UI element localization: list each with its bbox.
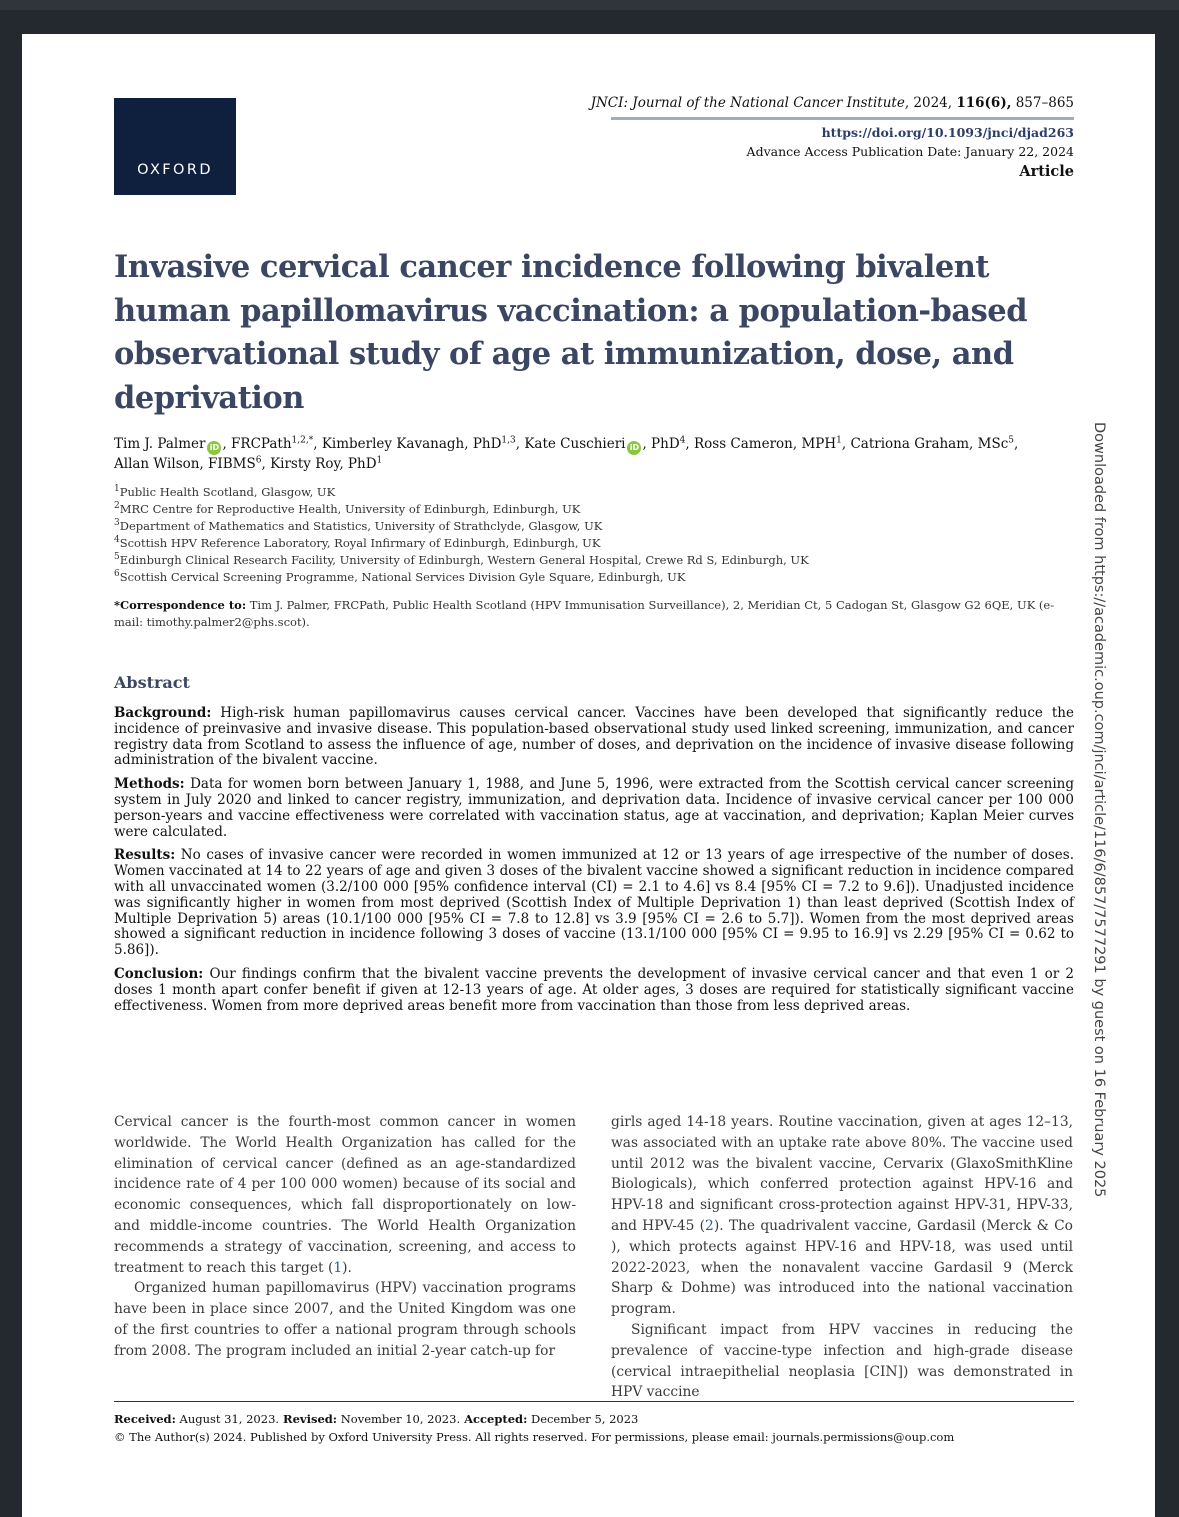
author-affiliation-marker: 1	[376, 455, 383, 466]
author-affiliation-marker: 5	[1008, 435, 1014, 446]
abstract-section-text: Our findings confirm that the bivalent vaccine prevents the development of invasive cervical cancer and that even 1 or 2 doses 1 month apart confer benefit if given at 12-13 years of age. At older ages, 3 doses are required for statistically significant vaccine effectiveness. Women from more deprived areas benefit more from vaccination than those from less deprived areas.	[114, 965, 1074, 1014]
abstract-section-label: Results:	[114, 847, 176, 864]
author-affiliation-marker: 1	[836, 435, 842, 446]
affiliation-text: MRC Centre for Reproductive Health, University of Edinburgh, Edinburgh, UK	[119, 502, 581, 516]
author-credential: , FRCPath	[222, 436, 292, 452]
abstract-section-label: Conclusion:	[114, 965, 204, 982]
pdf-page	[22, 34, 1155, 1517]
affiliation-number: 3	[114, 518, 120, 529]
author-credential: , MSc	[969, 436, 1009, 452]
correspondence-label: *Correspondence to:	[114, 598, 247, 612]
oxford-logo-text: OXFORD	[137, 162, 213, 178]
reference-link[interactable]: 1	[333, 1259, 343, 1276]
author-affiliation-marker: 1,3	[501, 435, 516, 446]
abstract-section-text: Data for women born between January 1, 1988, and June 5, 1996, were extracted from the Scottish cervical cancer screening system in July 2020 and linked to cancer registry, immunization, and deprivation data. Incidence of invasive cervical cancer per 100 000 person-years and vaccine effectiveness were correlated with vaccination status, age at vaccination, and deprivation; Kaplan Meier curves were calculated.	[114, 776, 1074, 840]
abstract-section-text: High-risk human papillomavirus causes cervical cancer. Vaccines have been developed that significantly reduce the incidence of preinvasive and invasive disease. This population-based observational study used linked screening, immunization, and cancer registry data from Scotland to assess the influence of age, number of doses, and deprivation on the incidence of invasive disease following administration of the bivalent vaccine.	[114, 705, 1074, 769]
body-text: girls aged 14-18 years. Routine vaccination, given at ages 12–13, was associated with an uptake rate above 80%. The vaccine used until 2012 was the bivalent vaccine, Cervarix (GlaxoSmithKline Biologicals), which conferred protection against HPV-16 and HPV-18 and significant cross-protection against HPV-31, HPV-33, and HPV-45 (	[611, 1114, 1073, 1234]
author-name: Kimberley Kavanagh	[321, 436, 465, 452]
abstract-section	[114, 967, 1074, 1014]
abstract-section-label: Background:	[114, 705, 212, 721]
affiliation-number: 6	[114, 569, 120, 580]
author-separator: ,	[261, 456, 271, 472]
journal-citation	[591, 95, 1074, 111]
journal-name: JNCI: Journal of the National Cancer Institute	[590, 95, 905, 111]
body-paragraph	[114, 1112, 576, 1278]
header-rule	[611, 117, 1074, 120]
orcid-icon[interactable]: iD	[627, 441, 641, 455]
doi-link[interactable]: https://doi.org/10.1093/jnci/djad263	[821, 125, 1074, 140]
body-column-left	[114, 1112, 576, 1362]
download-watermark-text: Downloaded from https://academic.oup.com/jnci/article/116/6/857/7577291 by guest on 16 February 2025	[1091, 422, 1107, 1198]
affiliations	[114, 484, 1074, 586]
body-column-right	[611, 1112, 1073, 1403]
journal-volume: 116(6),	[956, 95, 1012, 111]
abstract-section-label: Methods:	[114, 776, 185, 793]
author-separator: ,	[1014, 436, 1019, 452]
author-credential: , PhD	[339, 456, 377, 472]
affiliation-text: Scottish Cervical Screening Programme, National Services Division Gyle Square, Edinburgh, UK	[119, 570, 686, 584]
author-credential: , PhD	[464, 436, 502, 452]
abstract-heading: Abstract	[114, 673, 190, 692]
affiliation	[114, 501, 1074, 518]
author-separator: ,	[841, 436, 851, 452]
author-name: Kirsty Roy	[270, 456, 340, 472]
author-name: Ross Cameron	[693, 436, 793, 452]
author-affiliation-marker: 6	[255, 455, 262, 466]
body-text: Significant impact from HPV vaccines in reducing the prevalence of vaccine-type infection and high-grade disease (cervical intraepithelial neoplasia [CIN]) was demonstrated in HPV vaccine	[611, 1321, 1073, 1401]
affiliation-text: Public Health Scotland, Glasgow, UK	[119, 485, 336, 499]
author-name: Catriona Graham	[850, 436, 970, 452]
author-separator: ,	[313, 436, 322, 452]
abstract-section	[114, 777, 1074, 840]
affiliation	[114, 484, 1074, 501]
article-title: Invasive cervical cancer incidence following bivalent human papillomavirus vaccination: a population-based observational study of age at immunization, dose, and deprivation	[114, 249, 1028, 416]
footer-rule	[114, 1401, 1074, 1402]
abstract-section	[114, 706, 1074, 769]
reference-link[interactable]: 2	[705, 1217, 714, 1234]
author-credential: , MPH	[792, 436, 837, 452]
history-dates: Received: August 31, 2023. Revised: November 10, 2023. Accepted: December 5, 2023	[114, 1412, 639, 1426]
author-name: Kate Cuschieri	[524, 436, 626, 452]
viewer-top-bar	[0, 0, 1179, 10]
journal-pages: 857–865	[1011, 95, 1074, 111]
author-name: Tim J. Palmer	[114, 436, 206, 452]
journal-year: , 2024,	[904, 95, 957, 111]
body-text: ).	[342, 1259, 352, 1276]
download-watermark	[1087, 422, 1109, 1198]
article-footer	[114, 1410, 1074, 1446]
affiliation-number: 4	[114, 535, 120, 546]
affiliation	[114, 569, 1074, 586]
correspondence	[114, 597, 1074, 631]
abstract-body	[114, 706, 1074, 1022]
author-credential: , PhD	[642, 436, 680, 452]
body-paragraph	[114, 1278, 576, 1361]
body-text: ). The quadrivalent vaccine, Gardasil (Merck & Co ), which protects against HPV-16 and HPV-18, was used until 2022-2023, when the nonavalent vaccine Gardasil 9 (Merck Sharp & Dohme) was introduced into the national vaccination program.	[611, 1217, 1073, 1318]
author-affiliation-marker: 4	[679, 435, 686, 446]
author-list	[114, 435, 1074, 474]
abstract-section-text: No cases of invasive cancer were recorded in women immunized at 12 or 13 years of age irrespective of the number of doses. Women vaccinated at 14 to 22 years of age and given 3 doses of the bivalent vaccine showed a significant reduction in incidence compared with all unvaccinated women (3.2/100 000 [95% confidence interval (CI) = 2.1 to 4.6] vs 8.4 [95% CI = 7.2 to 9.6]). Unadjusted incidence was significantly higher in women from most deprived (Scottish Index of Multiple Deprivation 1) than least deprived (Scottish Index of Multiple Deprivation 5) areas (10.1/100 000 [95% CI = 7.8 to 12.8] vs 3.9 [95% CI = 2.6 to 5.7]). Women from the most deprived areas showed a significant reduction in incidence following 3 doses of vaccine (13.1/100 000 [95% CI = 9.95 to 16.9] vs 2.29 [95% CI = 0.62 to 5.86]).	[114, 847, 1074, 959]
body-text: Organized human papillomavirus (HPV) vaccination programs have been in place since 2007, and the United Kingdom was one of the first countries to offer a national program through schools from 2008. The program included an initial 2-year catch-up for	[114, 1280, 576, 1359]
orcid-icon[interactable]: iD	[207, 441, 221, 455]
affiliation	[114, 518, 1074, 535]
author-separator: ,	[515, 436, 525, 452]
author-name: Allan Wilson	[114, 456, 200, 472]
article-type: Article	[1019, 163, 1074, 180]
body-text: Cervical cancer is the fourth-most common cancer in women worldwide. The World Health Organization has called for the elimination of cervical cancer (defined as an age-standardized incidence rate of 4 per 100 000 women) because of its social and economic consequences, which fall disproportionately on low- and middle-income countries. The World Health Organization recommends a strategy of vaccination, screening, and access to treatment to reach this target (	[114, 1114, 576, 1276]
author-credential: , FIBMS	[199, 456, 256, 472]
author-affiliation-marker: 1,2,*	[291, 435, 314, 446]
copyright-notice: © The Author(s) 2024. Published by Oxford University Press. All rights reserved. For permissions, please email: journals.permissions@oup.com	[114, 1430, 955, 1444]
author-separator: ,	[685, 436, 694, 452]
affiliation	[114, 535, 1074, 552]
affiliation-text: Edinburgh Clinical Research Facility, University of Edinburgh, Western General Hospital, Crewe Rd S, Edinburgh, UK	[119, 553, 809, 567]
affiliation-text: Scottish HPV Reference Laboratory, Royal Infirmary of Edinburgh, Edinburgh, UK	[119, 536, 601, 550]
oxford-logo	[114, 98, 236, 195]
correspondence-text: Tim J. Palmer, FRCPath, Public Health Scotland (HPV Immunisation Surveillance), 2, Meridian Ct, 5 Cadogan St, Glasgow G2 6QE, UK (e-mail: timothy.palmer2@phs.scot).	[114, 598, 1055, 629]
publication-date: Advance Access Publication Date: January 22, 2024	[746, 144, 1074, 159]
body-paragraph	[611, 1112, 1073, 1320]
body-paragraph	[611, 1320, 1073, 1403]
affiliation-number: 2	[114, 501, 120, 512]
affiliation-text: Department of Mathematics and Statistics, University of Strathclyde, Glasgow, UK	[119, 519, 603, 533]
affiliation	[114, 552, 1074, 569]
affiliation-number: 5	[114, 552, 120, 563]
affiliation-number: 1	[114, 484, 120, 495]
abstract-section	[114, 848, 1074, 959]
